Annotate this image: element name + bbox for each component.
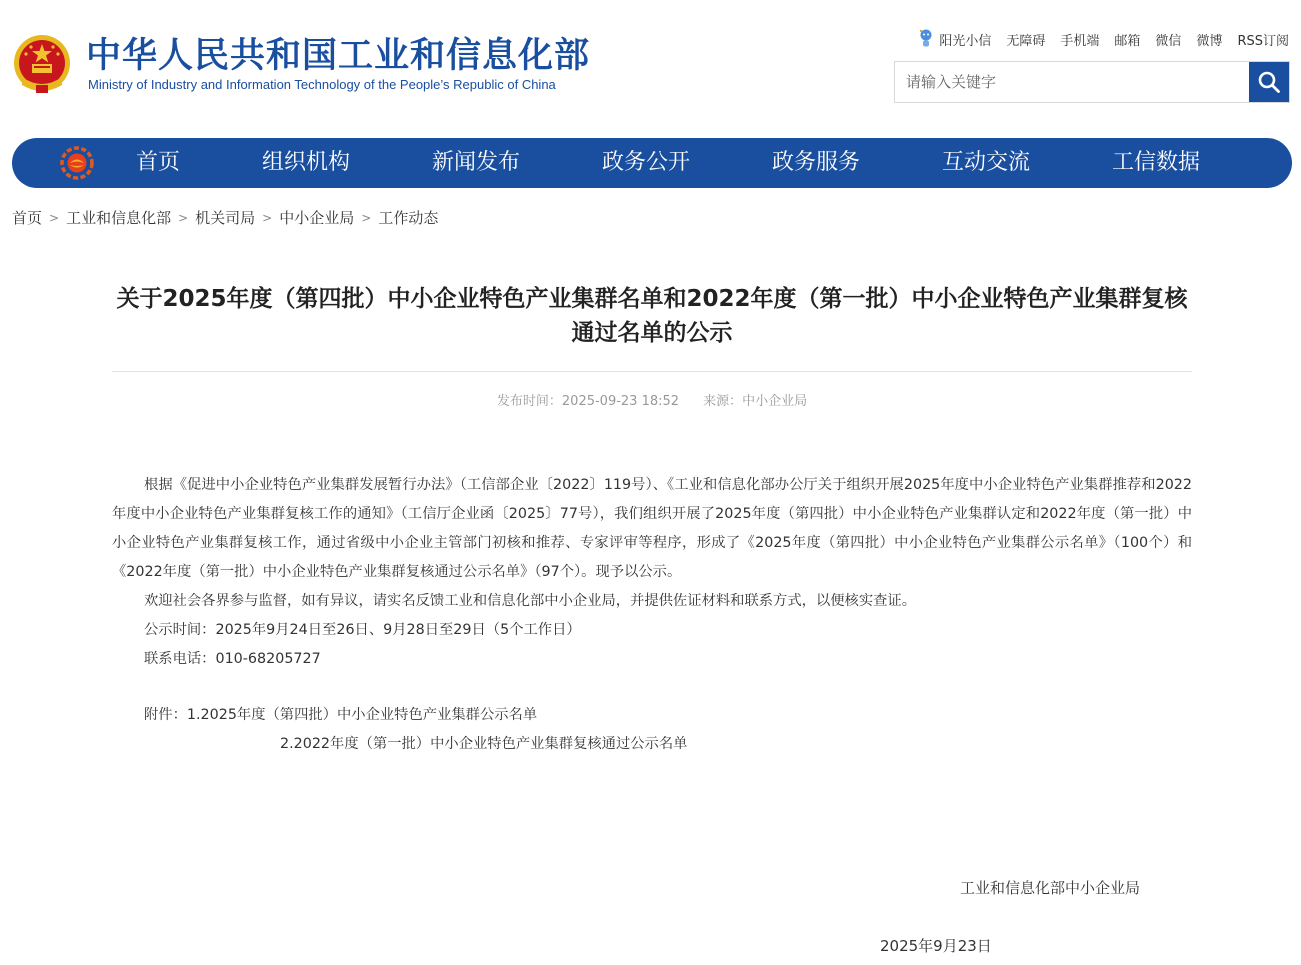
attachment-link-1[interactable]: 附件：1.2025年度（第四批）中小企业特色产业集群公示名单 <box>144 707 538 723</box>
top-link-accessibility[interactable]: 无障碍 <box>1006 33 1046 49</box>
article-signature: 工业和信息化部中小企业局 <box>960 879 1141 897</box>
search-button[interactable] <box>1249 62 1289 102</box>
search-box <box>894 61 1290 103</box>
breadcrumb <box>12 207 438 228</box>
top-link-wechat[interactable]: 微信 <box>1155 33 1182 49</box>
breadcrumb-ministry[interactable]: 工业和信息化部 <box>66 209 172 227</box>
nav-item-organization[interactable]: 组织机构 <box>261 150 351 175</box>
national-emblem-icon[interactable] <box>12 33 72 97</box>
top-link-rss[interactable]: RSS订阅 <box>1237 33 1289 49</box>
article-body <box>112 471 1192 674</box>
site-header <box>0 0 1301 130</box>
chevron-right-icon: > <box>178 210 189 225</box>
paragraph-basis: 根据《促进中小企业特色产业集群发展暂行办法》（工信部企业〔2022〕119号）、《工业和信息化部办公厅关于组织开展2025年度中小企业特色产业集群推荐和2022年度中小企业特色产业集群复核工作的通知》（工信厅企业函〔2025〕77号），我们组织开展了2025年度（第四批）中小企业特色产业集群认定和2022年度（第一批）中小企业特色产业集群复核工作，通过省级中小企业主管部门初核和推荐、专家评审等程序，形成了《2025年度（第四批）中小企业特色产业集群公示名单》（100个）和《2022年度（第一批）中小企业特色产业集群复核通过公示名单》（97个）。现予以公示。 <box>112 477 1192 580</box>
paragraph-phone: 联系电话：010-68205727 <box>144 651 321 667</box>
search-input[interactable] <box>895 62 1251 102</box>
top-links <box>918 28 1289 50</box>
article-title: 关于2025年度（第四批）中小企业特色产业集群名单和2022年度（第一批）中小企业特色产业集群复核通过名单的公示 <box>116 286 1188 346</box>
attachment-link-2[interactable]: 2.2022年度（第一批）中小企业特色产业集群复核通过公示名单 <box>280 736 688 752</box>
search-icon <box>1257 70 1281 94</box>
main-nav <box>12 138 1292 188</box>
breadcrumb-home[interactable]: 首页 <box>12 209 43 227</box>
site-title[interactable]: 中华人民共和国工业和信息化部 <box>86 36 591 76</box>
nav-item-home[interactable]: 首页 <box>135 150 181 175</box>
chevron-right-icon: > <box>49 210 60 225</box>
article-source: 来源：中小企业局 <box>703 394 808 409</box>
nav-item-interaction[interactable]: 互动交流 <box>941 150 1031 175</box>
breadcrumb-sme-bureau[interactable]: 中小企业局 <box>279 209 355 227</box>
top-link-weibo[interactable]: 微博 <box>1196 33 1223 49</box>
article-meta <box>112 390 1192 409</box>
chevron-right-icon: > <box>361 210 372 225</box>
top-link-label[interactable]: 阳光小信 <box>939 33 992 49</box>
robot-icon <box>918 28 934 50</box>
breadcrumb-work-news[interactable]: 工作动态 <box>378 209 439 227</box>
chevron-right-icon: > <box>262 210 273 225</box>
publish-time: 发布时间：2025-09-23 18:52 <box>496 394 680 409</box>
top-link-mobile[interactable]: 手机端 <box>1060 33 1100 49</box>
nav-item-news[interactable]: 新闻发布 <box>431 150 521 175</box>
site-subtitle: Ministry of Industry and Information Technology of the People’s Republic of China <box>88 77 556 92</box>
paragraph-period: 公示时间：2025年9月24日至26日、9月28日至29日（5个工作日） <box>144 622 581 638</box>
top-link-mail[interactable]: 邮箱 <box>1114 33 1141 49</box>
paragraph-supervision: 欢迎社会各界参与监督，如有异议，请实名反馈工业和信息化部中小企业局，并提供佐证材料和联系方式，以便核实查证。 <box>144 593 917 609</box>
miit-logo-icon[interactable] <box>60 146 94 180</box>
top-link-sunshine[interactable] <box>918 28 991 50</box>
nav-item-gov-affairs[interactable]: 政务公开 <box>601 150 691 175</box>
nav-item-gov-service[interactable]: 政务服务 <box>771 150 861 175</box>
article-date: 2025年9月23日 <box>880 937 992 955</box>
nav-item-data[interactable]: 工信数据 <box>1111 150 1201 175</box>
breadcrumb-departments[interactable]: 机关司局 <box>195 209 256 227</box>
title-divider <box>112 371 1192 372</box>
